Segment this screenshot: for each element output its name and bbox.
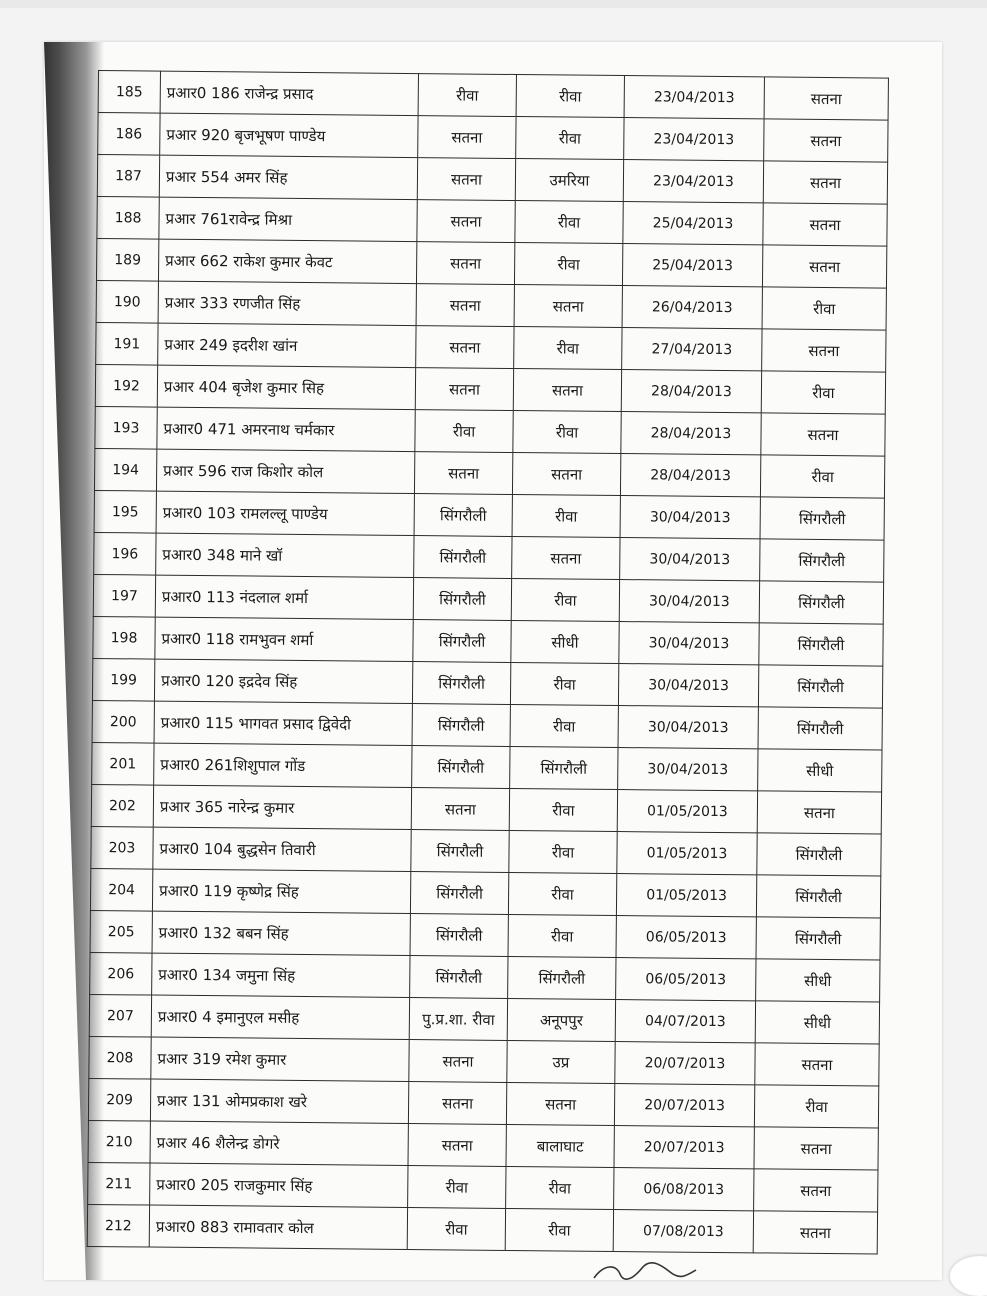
new-posting-cell: सतना bbox=[754, 1127, 878, 1170]
current-posting-cell: सिंगरौली bbox=[413, 578, 511, 621]
new-posting-cell: सतना bbox=[764, 77, 888, 120]
serial-number-cell: 195 bbox=[94, 490, 156, 533]
employee-name-cell: प्रआर0 104 बुद्धसेन तिवारी bbox=[153, 827, 411, 871]
transfer-date-cell: 01/05/2013 bbox=[617, 790, 757, 833]
serial-number-cell: 187 bbox=[97, 155, 159, 198]
employee-name-cell: प्रआर0 348 माने खॉ bbox=[156, 533, 414, 577]
home-district-cell: रीवा bbox=[514, 327, 622, 370]
home-district-cell: रीवा bbox=[515, 201, 623, 244]
current-posting-cell: रीवा bbox=[408, 1166, 506, 1209]
new-posting-cell: सिंगरौली bbox=[760, 497, 884, 540]
current-posting-cell: सिंगरौली bbox=[414, 536, 512, 579]
serial-number-cell: 201 bbox=[92, 742, 154, 785]
serial-number-cell: 196 bbox=[94, 532, 156, 575]
transfer-date-cell: 25/04/2013 bbox=[623, 202, 763, 245]
new-posting-cell: सिंगरौली bbox=[756, 875, 880, 918]
current-posting-cell: सतना bbox=[417, 158, 515, 201]
serial-number-cell: 192 bbox=[95, 364, 157, 407]
table-row bbox=[88, 1078, 878, 1128]
serial-number-cell: 193 bbox=[95, 406, 157, 449]
current-posting-cell: सतना bbox=[415, 368, 513, 411]
transfer-date-cell: 25/04/2013 bbox=[622, 244, 762, 287]
employee-name-cell: प्रआर 761रावेन्द्र मिश्रा bbox=[159, 197, 417, 241]
serial-number-cell: 198 bbox=[93, 616, 155, 659]
current-posting-cell: सतना bbox=[416, 326, 514, 369]
serial-number-cell: 190 bbox=[96, 280, 158, 323]
home-district-cell: रीवा bbox=[508, 872, 616, 915]
transfer-date-cell: 01/05/2013 bbox=[616, 874, 756, 917]
current-posting-cell: सिंगरौली bbox=[410, 872, 508, 915]
new-posting-cell: सिंगरौली bbox=[758, 707, 882, 750]
serial-number-cell: 186 bbox=[98, 113, 160, 156]
new-posting-cell: सिंगरौली bbox=[758, 665, 882, 708]
serial-number-cell: 185 bbox=[98, 71, 160, 114]
new-posting-cell: सतना bbox=[764, 119, 888, 162]
home-district-cell: रीवा bbox=[514, 243, 622, 286]
employee-name-cell: प्रआर0 113 नंदलाल शर्मा bbox=[155, 575, 413, 619]
table-row bbox=[96, 280, 886, 330]
transfer-date-cell: 06/08/2013 bbox=[614, 1168, 754, 1211]
table-row bbox=[89, 994, 879, 1044]
current-posting-cell: सिंगरौली bbox=[411, 830, 509, 873]
transfer-date-cell: 23/04/2013 bbox=[624, 118, 764, 161]
table-row bbox=[92, 658, 882, 708]
transfer-date-cell: 20/07/2013 bbox=[614, 1126, 754, 1169]
transfer-date-cell: 30/04/2013 bbox=[618, 706, 758, 749]
serial-number-cell: 197 bbox=[93, 574, 155, 617]
serial-number-cell: 211 bbox=[88, 1162, 150, 1205]
table-row bbox=[92, 742, 882, 792]
current-posting-cell: सिंगरौली bbox=[410, 914, 508, 957]
employee-name-cell: प्रआर0 261शिशुपाल गोंड bbox=[154, 743, 412, 787]
home-district-cell: सतना bbox=[513, 369, 621, 412]
current-posting-cell: सतना bbox=[414, 452, 512, 495]
serial-number-cell: 194 bbox=[94, 448, 156, 491]
employee-name-cell: प्रआर 365 नारेन्द्र कुमार bbox=[153, 785, 411, 829]
home-district-cell: सीधी bbox=[511, 620, 619, 663]
employee-name-cell: प्रआर 920 बृजभूषण पाण्डेय bbox=[160, 113, 418, 157]
employee-name-cell: प्रआर 596 राज किशोर कोल bbox=[156, 449, 414, 493]
home-district-cell: अनूपपुर bbox=[507, 998, 615, 1041]
employee-name-cell: प्रआर 131 ओमप्रकाश खरे bbox=[150, 1079, 408, 1123]
home-district-cell: उमरिया bbox=[515, 159, 623, 202]
transfer-date-cell: 28/04/2013 bbox=[621, 412, 761, 455]
table-row bbox=[98, 71, 888, 121]
employee-name-cell: प्रआर0 120 इद्रदेव सिंह bbox=[154, 659, 412, 703]
transfer-date-cell: 30/04/2013 bbox=[619, 622, 759, 665]
employee-name-cell: प्रआर0 103 रामलल्लू पाण्डेय bbox=[156, 491, 414, 535]
employee-name-cell: प्रआर0 205 राजकुमार सिंह bbox=[150, 1163, 408, 1207]
table-row bbox=[89, 1036, 879, 1086]
new-posting-cell: सीधी bbox=[756, 959, 880, 1002]
serial-number-cell: 210 bbox=[88, 1120, 150, 1163]
employee-name-cell: प्रआर0 186 राजेन्द्र प्रसाद bbox=[160, 71, 418, 115]
new-posting-cell: सतना bbox=[763, 203, 887, 246]
transfer-table bbox=[87, 70, 889, 1255]
transfer-date-cell: 07/08/2013 bbox=[613, 1210, 753, 1253]
current-posting-cell: रीवा bbox=[407, 1208, 505, 1251]
home-district-cell: सतना bbox=[506, 1082, 614, 1125]
current-posting-cell: सतना bbox=[408, 1124, 506, 1167]
home-district-cell: रीवा bbox=[516, 75, 624, 118]
current-posting-cell: सिंगरौली bbox=[412, 704, 510, 747]
employee-name-cell: प्रआर 46 शैलेन्द्र डोगरे bbox=[150, 1121, 408, 1165]
transfer-date-cell: 30/04/2013 bbox=[619, 580, 759, 623]
employee-name-cell: प्रआर 333 रणजीत सिंह bbox=[158, 281, 416, 325]
serial-number-cell: 207 bbox=[89, 994, 151, 1037]
new-posting-cell: सतना bbox=[754, 1169, 878, 1212]
new-posting-cell: सिंगरौली bbox=[756, 917, 880, 960]
current-posting-cell: सिंगरौली bbox=[412, 746, 510, 789]
employee-name-cell: प्रआर0 134 जमुना सिंह bbox=[152, 953, 410, 997]
current-posting-cell: सतना bbox=[408, 1082, 506, 1125]
serial-number-cell: 206 bbox=[90, 952, 152, 995]
serial-number-cell: 188 bbox=[97, 196, 159, 239]
table-row bbox=[96, 322, 886, 372]
page-corner-button[interactable] bbox=[950, 1256, 987, 1296]
serial-number-cell: 204 bbox=[90, 868, 152, 911]
new-posting-cell: सिंगरौली bbox=[759, 623, 883, 666]
current-posting-cell: रीवा bbox=[415, 410, 513, 453]
new-posting-cell: सतना bbox=[761, 413, 885, 456]
new-posting-cell: सीधी bbox=[758, 749, 882, 792]
new-posting-cell: सिंगरौली bbox=[760, 539, 884, 582]
serial-number-cell: 203 bbox=[91, 826, 153, 869]
home-district-cell: बालाघाट bbox=[506, 1124, 614, 1167]
employee-name-cell: प्रआर0 4 इमानुएल मसीह bbox=[151, 995, 409, 1039]
employee-name-cell: प्रआर 662 राकेश कुमार केवट bbox=[158, 239, 416, 283]
home-district-cell: रीवा bbox=[508, 914, 616, 957]
employee-name-cell: प्रआर0 132 बबन सिंह bbox=[152, 911, 410, 955]
serial-number-cell: 209 bbox=[88, 1078, 150, 1121]
home-district-cell: रीवा bbox=[509, 788, 617, 831]
signature-mark bbox=[590, 1258, 700, 1280]
current-posting-cell: सतना bbox=[416, 284, 514, 327]
employee-name-cell: प्रआर 554 अमर सिंह bbox=[159, 155, 417, 199]
serial-number-cell: 200 bbox=[92, 700, 154, 743]
transfer-date-cell: 26/04/2013 bbox=[622, 286, 762, 329]
transfer-date-cell: 28/04/2013 bbox=[620, 454, 760, 497]
table-row bbox=[93, 616, 883, 666]
current-posting-cell: सिंगरौली bbox=[414, 494, 512, 537]
transfer-date-cell: 20/07/2013 bbox=[615, 1042, 755, 1085]
current-posting-cell: पु.प्र.शा. रीवा bbox=[409, 998, 507, 1041]
current-posting-cell: सतना bbox=[409, 1040, 507, 1083]
current-posting-cell: सतना bbox=[416, 242, 514, 285]
employee-name-cell: प्रआर0 118 रामभुवन शर्मा bbox=[155, 617, 413, 661]
home-district-cell: रीवा bbox=[511, 578, 619, 621]
serial-number-cell: 202 bbox=[91, 784, 153, 827]
table-row bbox=[95, 406, 885, 456]
table-row bbox=[87, 1204, 877, 1254]
transfer-date-cell: 06/05/2013 bbox=[616, 916, 756, 959]
home-district-cell: रीवा bbox=[512, 494, 620, 537]
transfer-table-container bbox=[86, 70, 888, 1283]
viewer-top-bar bbox=[0, 0, 987, 8]
employee-name-cell: प्रआर0 471 अमरनाथ चर्मकार bbox=[157, 407, 415, 451]
transfer-date-cell: 30/04/2013 bbox=[620, 496, 760, 539]
new-posting-cell: रीवा bbox=[761, 371, 885, 414]
serial-number-cell: 199 bbox=[92, 658, 154, 701]
serial-number-cell: 212 bbox=[87, 1204, 149, 1247]
table-body bbox=[87, 71, 888, 1255]
current-posting-cell: सिंगरौली bbox=[413, 620, 511, 663]
transfer-date-cell: 27/04/2013 bbox=[622, 328, 762, 371]
home-district-cell: रीवा bbox=[516, 117, 624, 160]
employee-name-cell: प्रआर0 115 भागवत प्रसाद द्विवेदी bbox=[154, 701, 412, 745]
home-district-cell: सतना bbox=[514, 285, 622, 328]
home-district-cell: रीवा bbox=[510, 704, 618, 747]
transfer-date-cell: 01/05/2013 bbox=[617, 832, 757, 875]
employee-name-cell: प्रआर0 883 रामावतार कोल bbox=[149, 1205, 407, 1249]
current-posting-cell: सतना bbox=[411, 788, 509, 831]
serial-number-cell: 191 bbox=[96, 322, 158, 365]
serial-number-cell: 205 bbox=[90, 910, 152, 953]
transfer-date-cell: 20/07/2013 bbox=[614, 1084, 754, 1127]
new-posting-cell: रीवा bbox=[754, 1085, 878, 1128]
transfer-date-cell: 06/05/2013 bbox=[616, 958, 756, 1001]
current-posting-cell: सिंगरौली bbox=[412, 662, 510, 705]
serial-number-cell: 189 bbox=[96, 238, 158, 281]
new-posting-cell: सतना bbox=[762, 329, 886, 372]
current-posting-cell: सिंगरौली bbox=[410, 956, 508, 999]
new-posting-cell: सतना bbox=[762, 245, 886, 288]
current-posting-cell: सतना bbox=[418, 116, 516, 159]
new-posting-cell: सिंगरौली bbox=[757, 833, 881, 876]
transfer-date-cell: 04/07/2013 bbox=[615, 1000, 755, 1043]
new-posting-cell: सतना bbox=[757, 791, 881, 834]
table-row bbox=[95, 364, 885, 414]
transfer-date-cell: 28/04/2013 bbox=[621, 370, 761, 413]
home-district-cell: रीवा bbox=[505, 1208, 613, 1251]
home-district-cell: रीवा bbox=[506, 1166, 614, 1209]
current-posting-cell: रीवा bbox=[418, 74, 516, 117]
home-district-cell: सतना bbox=[512, 452, 620, 495]
new-posting-cell: सतना bbox=[753, 1211, 877, 1254]
employee-name-cell: प्रआर 404 बृजेश कुमार सिह bbox=[157, 365, 415, 409]
home-district-cell: रीवा bbox=[510, 662, 618, 705]
transfer-date-cell: 23/04/2013 bbox=[623, 160, 763, 203]
new-posting-cell: सतना bbox=[763, 161, 887, 204]
table-row bbox=[92, 700, 882, 750]
new-posting-cell: रीवा bbox=[762, 287, 886, 330]
table-row bbox=[90, 952, 880, 1002]
new-posting-cell: सतना bbox=[755, 1043, 879, 1086]
home-district-cell: सतना bbox=[512, 536, 620, 579]
new-posting-cell: रीवा bbox=[760, 455, 884, 498]
home-district-cell: सिंगरौली bbox=[508, 956, 616, 999]
new-posting-cell: सीधी bbox=[755, 1001, 879, 1044]
home-district-cell: सिंगरौली bbox=[510, 746, 618, 789]
home-district-cell: रीवा bbox=[509, 830, 617, 873]
transfer-date-cell: 30/04/2013 bbox=[620, 538, 760, 581]
employee-name-cell: प्रआर0 119 कृष्णेद्र सिंह bbox=[152, 869, 410, 913]
transfer-date-cell: 30/04/2013 bbox=[618, 664, 758, 707]
employee-name-cell: प्रआर 319 रमेश कुमार bbox=[151, 1037, 409, 1081]
transfer-date-cell: 30/04/2013 bbox=[618, 748, 758, 791]
new-posting-cell: सिंगरौली bbox=[759, 581, 883, 624]
serial-number-cell: 208 bbox=[89, 1036, 151, 1079]
home-district-cell: उप्र bbox=[507, 1040, 615, 1083]
current-posting-cell: सतना bbox=[417, 200, 515, 243]
transfer-date-cell: 23/04/2013 bbox=[624, 76, 764, 119]
home-district-cell: रीवा bbox=[513, 411, 621, 454]
employee-name-cell: प्रआर 249 इदरीश खांन bbox=[158, 323, 416, 367]
